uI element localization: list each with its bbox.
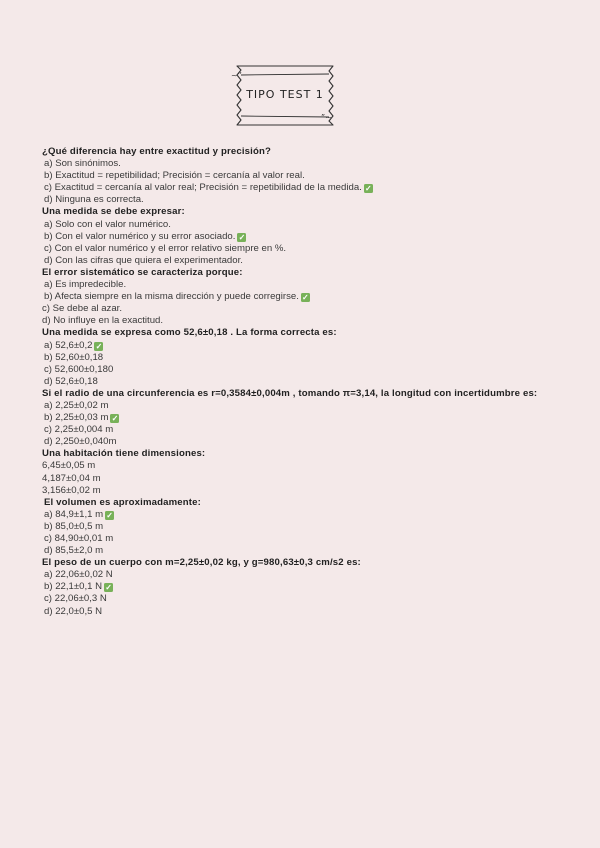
answer-option <box>42 352 558 364</box>
answer-option <box>42 485 558 497</box>
answer-option-text: c) 22,06±0,3 N <box>44 593 107 605</box>
answer-option-text: d) 52,6±0,18 <box>44 375 98 387</box>
answer-option-text: a) Es impredecible. <box>44 279 127 291</box>
svg-text:~”: ~” <box>231 71 242 80</box>
answer-option <box>42 473 558 485</box>
title-banner <box>225 62 345 126</box>
question-list <box>42 146 558 618</box>
answer-option-text: a) 52,6±0,2 <box>44 339 93 351</box>
answer-option <box>42 219 558 231</box>
answer-option <box>42 243 558 255</box>
answer-option-text: c) 2,25±0,004 m <box>44 424 114 436</box>
check-mark-icon: ✓ <box>106 510 113 520</box>
svg-text:”~: ”~ <box>321 113 332 122</box>
answer-option-text: c) Exactitud = cercanía al valor real; Precisión = repetibilidad de la medida. <box>44 182 362 194</box>
answer-option <box>42 533 558 545</box>
check-mark-icon: ✓ <box>302 293 309 303</box>
answer-option <box>42 436 558 448</box>
page-title: TIPO TEST 1 <box>246 88 324 101</box>
answer-option <box>42 170 558 182</box>
check-mark-icon: ✓ <box>105 583 112 593</box>
answer-option <box>42 400 558 412</box>
answer-option-text: d) 2,250±0,040m <box>44 436 117 448</box>
answer-option <box>42 340 558 352</box>
answer-option <box>42 581 558 593</box>
answer-option-text: b) 85,0±0,5 m <box>44 520 104 532</box>
answer-option-text: a) Solo con el valor numérico. <box>44 218 171 230</box>
answer-option <box>42 231 558 243</box>
answer-option-text: c) 84,90±0,01 m <box>44 533 114 544</box>
answer-option <box>42 315 558 327</box>
check-mark-icon: ✓ <box>95 341 103 351</box>
answer-option-text: a) 84,9±1,1 m <box>44 508 104 520</box>
answer-option <box>42 364 558 376</box>
answer-option-text: 3,156±0,02 m <box>42 484 101 496</box>
answer-option-text: d) Ninguna es correcta. <box>44 194 144 206</box>
answer-option <box>42 606 558 618</box>
answer-option-text: b) 52,60±0,18 <box>44 351 104 363</box>
question-text: Una medida se expresa como 52,6±0,18 . La forma correcta es: <box>42 327 337 339</box>
answer-option-text: b) Con el valor numérico y su error asociado. <box>44 230 236 242</box>
answer-option <box>42 412 558 424</box>
answer-option-text: a) 22,06±0,02 N <box>44 569 113 581</box>
question-text: El volumen es aproximadamente: <box>44 496 201 508</box>
answer-option <box>42 593 558 605</box>
question-text: ¿Qué diferencia hay entre exactitud y precisión? <box>42 146 271 157</box>
answer-option-text: b) 22,1±0,1 N <box>44 581 103 593</box>
answer-option <box>42 424 558 436</box>
answer-option-text: d) No influye en la exactitud. <box>42 315 164 327</box>
check-mark-icon: ✓ <box>238 232 246 242</box>
answer-option-text: c) Con el valor numérico y el error relativo siempre en %. <box>44 242 287 254</box>
question-text: El error sistemático se caracteriza porque: <box>42 266 243 278</box>
answer-option-text: c) 52,600±0,180 <box>44 363 114 375</box>
answer-option-text: d) Con las cifras que quiera el experimentador. <box>44 254 243 266</box>
answer-option <box>42 545 558 557</box>
check-mark-icon: ✓ <box>364 184 372 194</box>
answer-option <box>42 291 558 303</box>
answer-option <box>42 460 558 472</box>
question-text: Una medida se debe expresar: <box>42 206 185 218</box>
answer-option <box>42 376 558 388</box>
check-mark-icon: ✓ <box>111 414 119 424</box>
answer-option-text: a) 2,25±0,02 m <box>44 399 109 411</box>
answer-option <box>42 158 558 170</box>
answer-option <box>42 521 558 533</box>
answer-option-text: 6,45±0,05 m <box>42 460 96 472</box>
answer-option <box>42 569 558 581</box>
answer-option-text: c) Se debe al azar. <box>42 303 122 315</box>
answer-option <box>42 182 558 194</box>
question-text: Una habitación tiene dimensiones: <box>42 448 206 460</box>
answer-option <box>42 255 558 267</box>
answer-option-text: d) 22,0±0,5 N <box>44 605 103 617</box>
answer-option-text: b) 2,25±0,03 m <box>44 412 109 424</box>
question-text: Si el radio de una circunferencia es r=0,3584±0,004m , tomando π=3,14, la longitud con incertidumbre es: <box>42 387 538 399</box>
answer-option-text: 4,187±0,04 m <box>42 472 101 484</box>
answer-option-text: a) Son sinónimos. <box>44 158 121 170</box>
answer-option <box>42 509 558 521</box>
answer-option-text: b) Exactitud = repetibilidad; Precisión = cercanía al valor real. <box>44 170 305 182</box>
answer-option <box>42 303 558 315</box>
answer-option <box>42 279 558 291</box>
question-text: El peso de un cuerpo con m=2,25±0,02 kg, y g=980,63±0,3 cm/s2 es: <box>42 557 361 569</box>
answer-option <box>42 194 558 206</box>
answer-option-text: b) Afecta siempre en la misma dirección y puede corregirse. <box>44 291 299 303</box>
answer-option-text: d) 85,5±2,0 m <box>44 545 104 557</box>
